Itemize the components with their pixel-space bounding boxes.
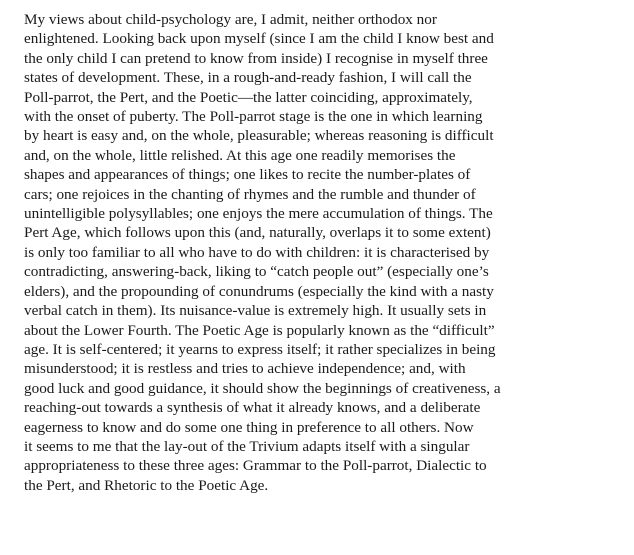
text-line: verbal catch in them). Its nuisance-value is extremely high. It usually sets in <box>24 302 487 320</box>
text-line: eagerness to know and do some one thing in preference to all others. Now <box>24 418 474 436</box>
text-line: good luck and good guidance, it should show the beginnings of creativeness, a <box>24 379 501 397</box>
text-line: unintelligible polysyllables; one enjoys the mere accumulation of things. The <box>24 205 493 223</box>
text-line: Pert Age, which follows upon this (and, naturally, overlaps it to some extent) <box>24 224 491 242</box>
text-line: My views about child-psychology are, I admit, neither orthodox nor <box>24 11 437 28</box>
text-line: cars; one rejoices in the chanting of rhymes and the rumble and thunder of <box>24 185 476 203</box>
text-line: the only child I can pretend to know from inside) I recognise in myself three <box>24 49 488 67</box>
text-line: the Pert, and Rhetoric to the Poetic Age. <box>24 476 269 494</box>
text-line: Poll-parrot, the Pert, and the Poetic—the latter coinciding, approximately, <box>24 88 473 106</box>
body-paragraph <box>24 10 622 495</box>
text-line: and, on the whole, little relished. At this age one readily memorises the <box>24 146 456 164</box>
text-line: is only too familiar to all who have to do with children: it is characterised by <box>24 243 490 261</box>
text-line: elders), and the propounding of conundrums (especially the kind with a nasty <box>24 282 494 300</box>
text-line: enlightened. Looking back upon myself (since I am the child I know best and <box>24 30 494 48</box>
text-line: age. It is self-centered; it yearns to express itself; it rather specializes in being <box>24 340 496 358</box>
text-line: with the onset of puberty. The Poll-parrot stage is the one in which learning <box>24 108 483 126</box>
text-line: states of development. These, in a rough-and-ready fashion, I will call the <box>24 69 472 87</box>
text-line: about the Lower Fourth. The Poetic Age is popularly known as the “difficult” <box>24 321 495 339</box>
text-line: shapes and appearances of things; one likes to recite the number-plates of <box>24 166 471 184</box>
text-line: by heart is easy and, on the whole, pleasurable; whereas reasoning is difficult <box>24 127 494 145</box>
text-line: appropriateness to these three ages: Grammar to the Poll-parrot, Dialectic to <box>24 457 487 475</box>
text-line: contradicting, answering-back, liking to “catch people out” (especially one’s <box>24 263 489 281</box>
text-line: misunderstood; it is restless and tries to achieve independence; and, with <box>24 360 466 378</box>
text-line: it seems to me that the lay-out of the Trivium adapts itself with a singular <box>24 437 470 455</box>
text-line: reaching-out towards a synthesis of what it already knows, and a deliberate <box>24 399 481 417</box>
